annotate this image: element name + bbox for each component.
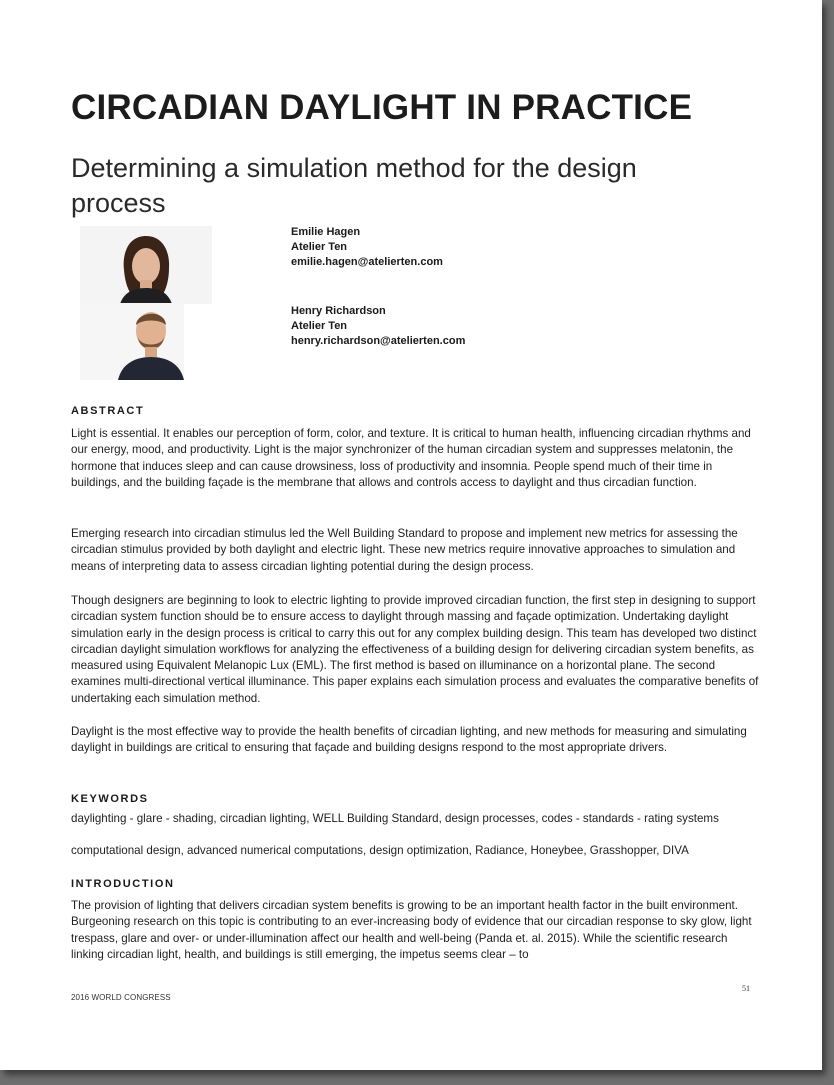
author-affiliation: Atelier Ten [291, 241, 348, 253]
keywords-line-1: daylighting - glare - shading, circadian lighting, WELL Building Standard, design processes, codes - standards - rating systems [71, 812, 719, 825]
keywords-heading: KEYWORDS [71, 793, 149, 805]
abstract-paragraph-3: Though designers are beginning to look to electric lighting to provide improved circadian function, the first step in designing to support circadian system function should be to ensure access to daylight through massing and façade optimization. Undertaking daylight simulation early in the design process is critical to carry this out for any complex building design. This team has developed two distinct circadian daylight simulation workflows for analyzing the effectiveness of a building design for delivering circadian system benefits, as measured using Equivalent Melanopic Lux (EML). The first method is based on illuminance on a horizontal plane. The second examines multi-directional vertical illuminance. This paper explains each simulation process and evaluates the comparative benefits of undertaking each simulation method. [71, 594, 759, 705]
page-number: 51 [742, 984, 750, 993]
introduction-paragraph: The provision of lighting that delivers circadian system benefits is growing to be an important health factor in the built environment. Burgeoning research on this topic is contributing to an ever-increasing body of evidence that our circadian response to sky glow, light trespass, glare and over- or under-illumination affect our health and well-being (Panda et. al. 2015). While the scientific research linking circadian light, health, and buildings is still emerging, the impetus seems clear – to [71, 899, 752, 961]
paper-subtitle: Determining a simulation method for the design process [71, 153, 637, 218]
abstract-paragraph-1: Light is essential. It enables our perception of form, color, and texture. It is critical to human health, influencing circadian rhythms and our energy, mood, and productivity. Light is the major synchronizer of the human circadian system and suppresses melatonin, the hormone that induces sleep and can cause drowsiness, loss of productivity and insomnia. People spend much of their time in buildings, and the building façade is the membrane that allows and controls access to daylight and thus circadian function. [71, 427, 751, 489]
keywords-line-2: computational design, advanced numerical computations, design optimization, Radiance, Honeybee, Grasshopper, DIVA [71, 844, 689, 857]
author-photo-henry [80, 303, 184, 380]
author-affiliation: Atelier Ten [291, 320, 348, 332]
author-block-1 [291, 225, 443, 270]
author-name: Henry Richardson [291, 305, 386, 317]
paper-title: CIRCADIAN DAYLIGHT IN PRACTICE [71, 88, 693, 127]
introduction-heading: INTRODUCTION [71, 878, 175, 890]
footer-text: 2016 WORLD CONGRESS [71, 993, 171, 1002]
author-block-2 [291, 304, 465, 349]
abstract-paragraph-4: Daylight is the most effective way to provide the health benefits of circadian lighting, and new methods for measuring and simulating daylight in buildings are critical to ensuring that façade and building designs respond to the most appropriate drivers. [71, 725, 747, 755]
abstract-paragraph-2: Emerging research into circadian stimulus led the Well Building Standard to propose and implement new metrics for assessing the circadian stimulus provided by both daylight and electric light. These new metrics require innovative approaches to simulation and means of interpreting data to assess circadian lighting potential during the design process. [71, 527, 738, 573]
abstract-heading: ABSTRACT [71, 405, 145, 417]
author-email[interactable]: henry.richardson@atelierten.com [291, 335, 466, 347]
author-name: Emilie Hagen [291, 226, 361, 238]
author-photo-emilie [80, 226, 212, 304]
author-email[interactable]: emilie.hagen@atelierten.com [291, 256, 443, 268]
